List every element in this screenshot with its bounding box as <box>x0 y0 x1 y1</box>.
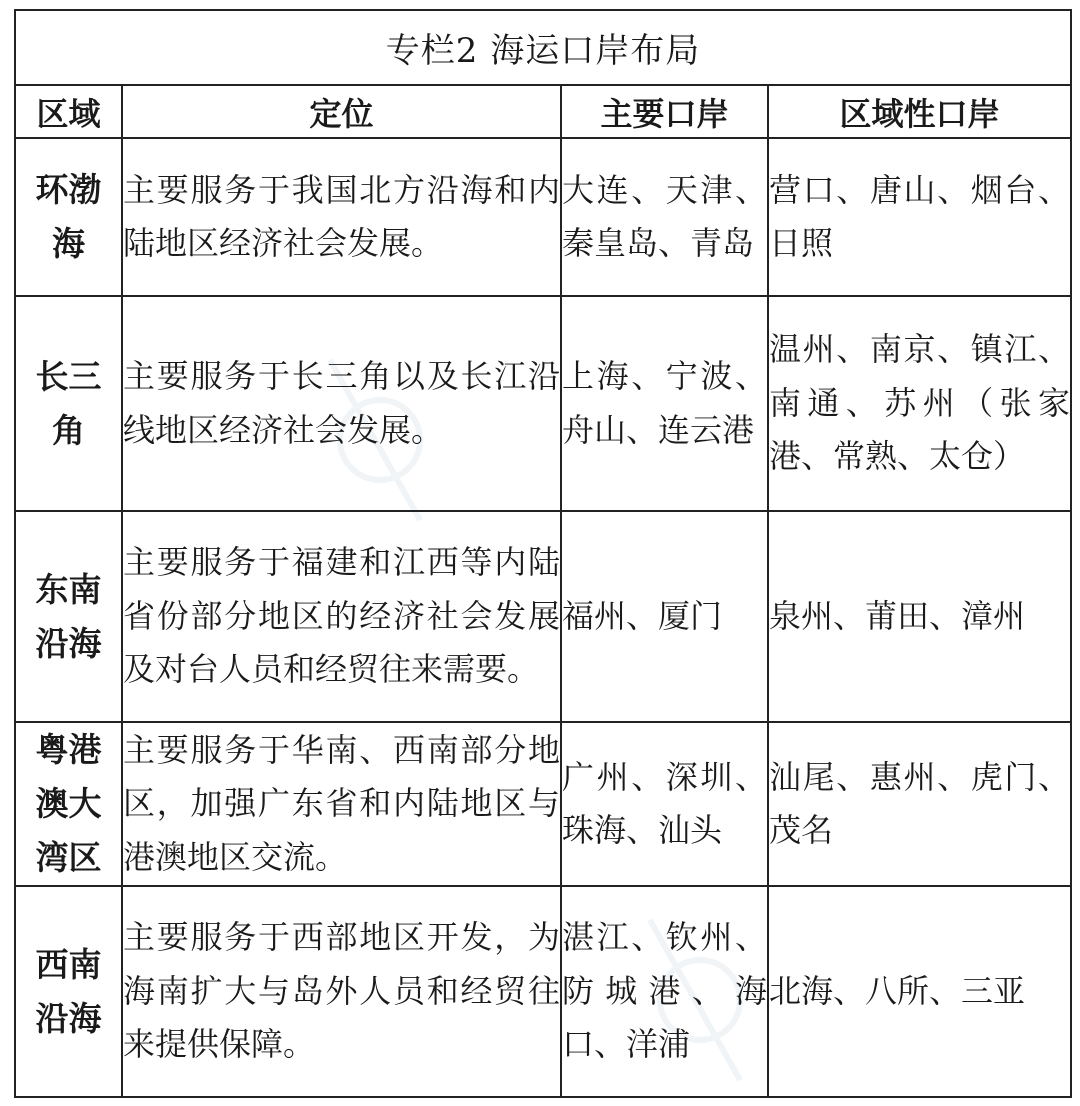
main-ports-cell: 广州、深圳、珠海、汕头 <box>561 722 768 886</box>
regional-ports-cell: 泉州、莆田、漳州 <box>768 511 1071 722</box>
region-cell: 环渤海 <box>15 138 122 296</box>
regional-ports-cell: 营口、唐山、烟台、日照 <box>768 138 1071 296</box>
main-ports-cell: 大连、天津、秦皇岛、青岛 <box>561 138 768 296</box>
region-cell: 西南沿海 <box>15 886 122 1097</box>
table-row <box>15 296 1071 511</box>
positioning-cell: 主要服务于福建和江西等内陆省份部分地区的经济社会发展及对台人员和经贸往来需要。 <box>122 511 561 722</box>
positioning-cell: 主要服务于西部地区开发，为海南扩大与岛外人员和经贸往来提供保障。 <box>122 886 561 1097</box>
header-positioning: 定位 <box>122 85 561 138</box>
header-row <box>15 85 1071 138</box>
table-row <box>15 886 1071 1097</box>
regional-ports-cell: 汕尾、惠州、虎门、茂名 <box>768 722 1071 886</box>
header-main-ports: 主要口岸 <box>561 85 768 138</box>
region-cell: 东南沿海 <box>15 511 122 722</box>
region-cell: 粤港澳大湾区 <box>15 722 122 886</box>
table-row <box>15 511 1071 722</box>
positioning-cell: 主要服务于长三角以及长江沿线地区经济社会发展。 <box>122 296 561 511</box>
table-row <box>15 722 1071 886</box>
main-ports-cell: 湛江、钦州、防城港、海口、洋浦 <box>561 886 768 1097</box>
regional-ports-cell: 温州、南京、镇江、南通、苏州（张家港、常熟、太仓） <box>768 296 1071 511</box>
main-ports-cell: 上海、宁波、舟山、连云港 <box>561 296 768 511</box>
table-title: 专栏2 海运口岸布局 <box>15 10 1071 85</box>
header-regional-ports: 区域性口岸 <box>768 85 1071 138</box>
positioning-cell: 主要服务于我国北方沿海和内陆地区经济社会发展。 <box>122 138 561 296</box>
positioning-cell: 主要服务于华南、西南部分地区，加强广东省和内陆地区与港澳地区交流。 <box>122 722 561 886</box>
header-region: 区域 <box>15 85 122 138</box>
seaport-layout-table <box>14 9 1072 1098</box>
table-row <box>15 138 1071 296</box>
regional-ports-cell: 北海、八所、三亚 <box>768 886 1071 1097</box>
region-cell: 长三角 <box>15 296 122 511</box>
main-ports-cell: 福州、厦门 <box>561 511 768 722</box>
